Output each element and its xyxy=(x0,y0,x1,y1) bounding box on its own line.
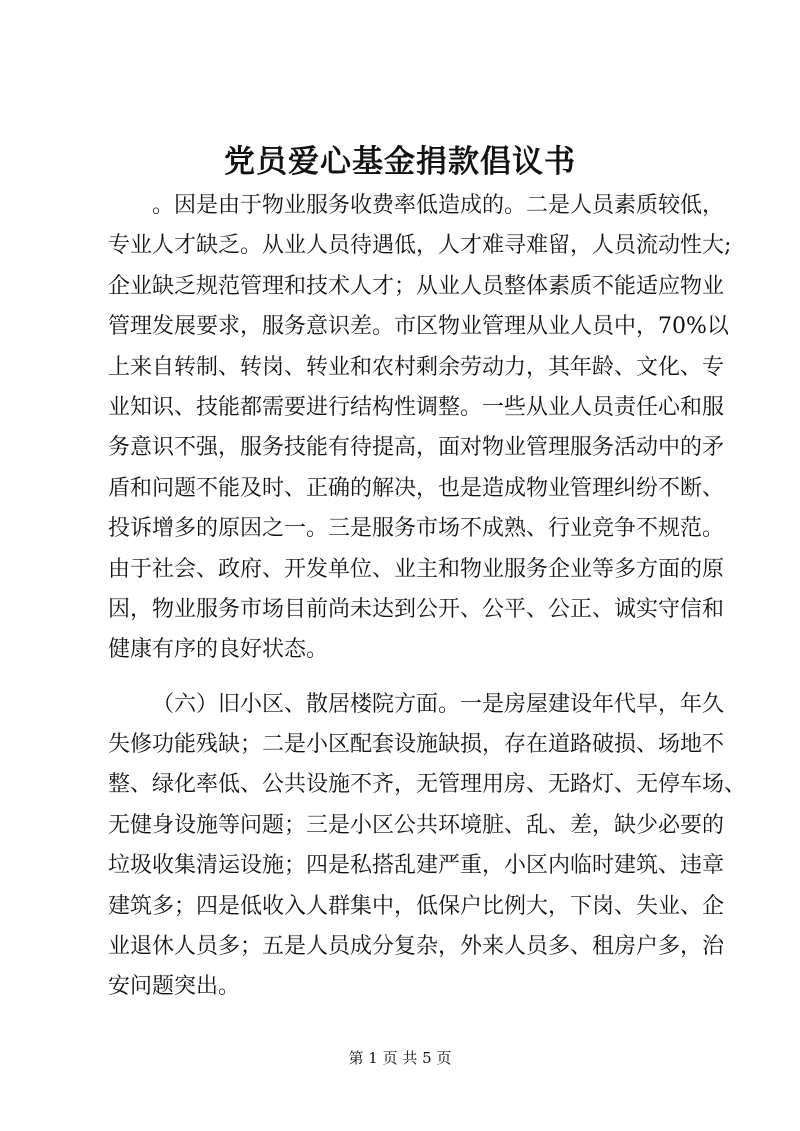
page-footer: 第 1 页 共 5 页 xyxy=(348,1049,452,1067)
text-line: 由于社会、政府、开发单位、业主和物业服务企业等多方面的原 xyxy=(108,556,725,582)
text-line: 投诉增多的原因之一。三是服务市场不成熟、行业竞争不规范。 xyxy=(108,516,725,542)
text-line: （六）旧小区、散居楼院方面。一是房屋建设年代早，年久 xyxy=(152,691,725,717)
paragraph-2 xyxy=(108,685,747,1008)
text-line: 失修功能残缺；二是小区配套设施缺损，存在道路破损、场地不 xyxy=(108,732,725,758)
text-line: 整、绿化率低、公共设施不齐，无管理用房、无路灯、无停车场、 xyxy=(108,772,747,798)
text-line: 企业缺乏规范管理和技术人才；从业人员整体素质不能适应物业 xyxy=(108,273,725,299)
text-line: 无健身设施等问题；三是小区公共环境脏、乱、差，缺少必要的 xyxy=(108,812,725,838)
text-line: 业退休人员多；五是人员成分复杂，外来人员多、租房户多，治 xyxy=(108,934,725,960)
text-line: 建筑多；四是低收入人群集中，低保户比例大，下岗、失业、企 xyxy=(108,893,725,919)
document-body xyxy=(108,186,747,1008)
text-line: 。因是由于物业服务收费率低造成的。二是人员素质较低， xyxy=(152,193,725,218)
text-line: 业知识、技能都需要进行结构性调整。一些从业人员责任心和服 xyxy=(108,394,725,420)
text-line: 垃圾收集清运设施；四是私搭乱建严重，小区内临时建筑、违章 xyxy=(108,853,725,879)
paragraph-gap xyxy=(108,671,698,685)
document-title: 党员爱心基金捐款倡议书 xyxy=(224,144,576,180)
text-line: 因，物业服务市场目前尚未达到公开、公平、公正、诚实守信和 xyxy=(108,596,725,622)
text-line: 上来自转制、转岗、转业和农村剩余劳动力，其年龄、文化、专 xyxy=(108,354,725,380)
text-line: 专业人才缺乏。从业人员待遇低，人才难寻难留，人员流动性大; xyxy=(108,233,732,259)
text-line: 安问题突出。 xyxy=(108,974,241,1000)
text-line: 务意识不强，服务技能有待提高，面对物业管理服务活动中的矛 xyxy=(108,435,725,461)
paragraph-1 xyxy=(108,186,732,671)
text-line: 盾和问题不能及时、正确的解决，也是造成物业管理纠纷不断、 xyxy=(108,475,725,501)
text-line: 管理发展要求，服务意识差。市区物业管理从业人员中，70%以 xyxy=(108,314,729,340)
text-line: 健康有序的良好状态。 xyxy=(108,637,329,663)
